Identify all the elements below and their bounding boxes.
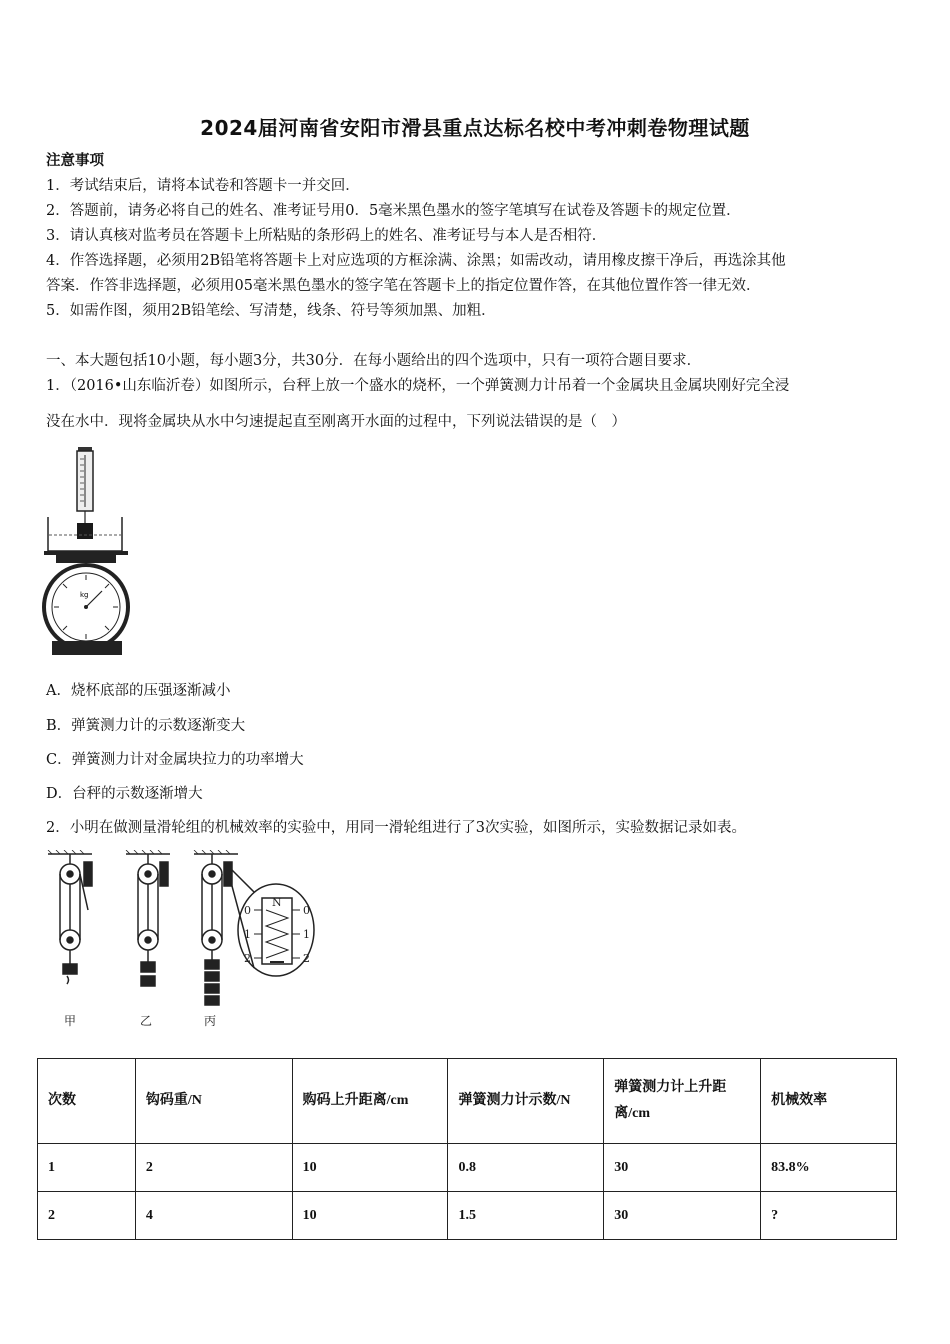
question-2-text: 2．小明在做测量滑轮组的机械效率的实验中，用同一滑轮组进行了3次实验，如图所示，实验数据记录如表。	[46, 820, 746, 836]
table-cell: 1.5	[448, 1192, 604, 1240]
experiment-table	[37, 1058, 897, 1240]
figure-label-jia: 甲	[64, 1014, 77, 1028]
notice-item: 5．如需作图，须用2B铅笔绘、写清楚，线条、符号等须加黑、加粗．	[46, 303, 496, 319]
figure-label-yi: 乙	[140, 1014, 153, 1028]
notice-item: 2．答题前，请务必将自己的姓名、准考证号用0．5毫米黑色墨水的签字笔填写在试卷及答题卡的规定位置．	[46, 203, 741, 219]
table-header-row	[38, 1059, 897, 1144]
notice-item: 4．作答选择题，必须用2B铅笔将答题卡上对应选项的方框涂满、涂黑；如需改动，请用橡皮擦干净后，再选涂其他	[46, 253, 786, 269]
table-cell: 2	[135, 1144, 292, 1192]
option-c: C．弹簧测力计对金属块拉力的功率增大	[46, 752, 304, 768]
figure-label-bing: 丙	[204, 1014, 217, 1028]
dial-tick-label: 2	[303, 952, 310, 965]
dial-tick-label: 2	[244, 952, 251, 965]
option-d: D．台秤的示数逐渐增大	[46, 786, 203, 802]
table-cell: 30	[604, 1144, 761, 1192]
table-cell: 2	[38, 1192, 136, 1240]
question-1-line-2: 没在水中．现将金属块从水中匀速提起直至刚离开水面的过程中，下列说法错误的是（ ）	[46, 414, 626, 430]
option-a: A．烧杯底部的压强逐渐减小	[46, 683, 231, 699]
table-row	[38, 1192, 897, 1240]
table-cell: 30	[604, 1192, 761, 1240]
notice-item: 3．请认真核对监考员在答题卡上所粘贴的条形码上的姓名、准考证号与本人是否相符．	[46, 228, 607, 244]
table-cell: ?	[761, 1192, 897, 1240]
table-header: 机械效率	[761, 1059, 897, 1144]
notice-heading: 注意事项	[46, 152, 104, 169]
dial-tick-label: 0	[303, 904, 310, 917]
table-header: 弹簧测力计示数/N	[448, 1059, 604, 1144]
table-cell: 10	[292, 1192, 448, 1240]
dial-unit-label: N	[272, 896, 282, 909]
option-b: B．弹簧测力计的示数逐渐变大	[46, 718, 246, 734]
table-cell: 0.8	[448, 1144, 604, 1192]
table-cell: 1	[38, 1144, 136, 1192]
page-title: 2024届河南省安阳市滑县重点达标名校中考冲刺卷物理试题	[200, 116, 750, 140]
table-cell: 10	[292, 1144, 448, 1192]
table-header: 弹簧测力计上升距离/cm	[604, 1059, 761, 1144]
balance-figure	[40, 445, 140, 660]
section-heading: 一、本大题包括10小题，每小题3分，共30分．在每小题给出的四个选项中，只有一项符合题目要求．	[46, 353, 702, 369]
notice-item: 1．考试结束后，请将本试卷和答题卡一并交回．	[46, 178, 360, 194]
question-1-line-1: 1．（2016•山东临沂卷）如图所示，台秤上放一个盛水的烧杯，一个弹簧测力计吊着一个金属块且金属块刚好完全浸	[46, 378, 790, 394]
table-cell: 4	[135, 1192, 292, 1240]
dial-tick-label: 1	[303, 928, 310, 941]
dial-tick-label: 1	[244, 928, 251, 941]
pulley-figure	[40, 850, 320, 1032]
dial-tick-label: 0	[244, 904, 251, 917]
table-row	[38, 1144, 897, 1192]
scale-unit-label: kg	[80, 591, 89, 599]
table-header: 钩码重/N	[135, 1059, 292, 1144]
table-header: 次数	[38, 1059, 136, 1144]
table-cell: 83.8%	[761, 1144, 897, 1192]
notice-item: 答案．作答非选择题，必须用05毫米黑色墨水的签字笔在答题卡上的指定位置作答，在其他位置作答一律无效．	[46, 278, 761, 294]
table-header: 购码上升距离/cm	[292, 1059, 448, 1144]
